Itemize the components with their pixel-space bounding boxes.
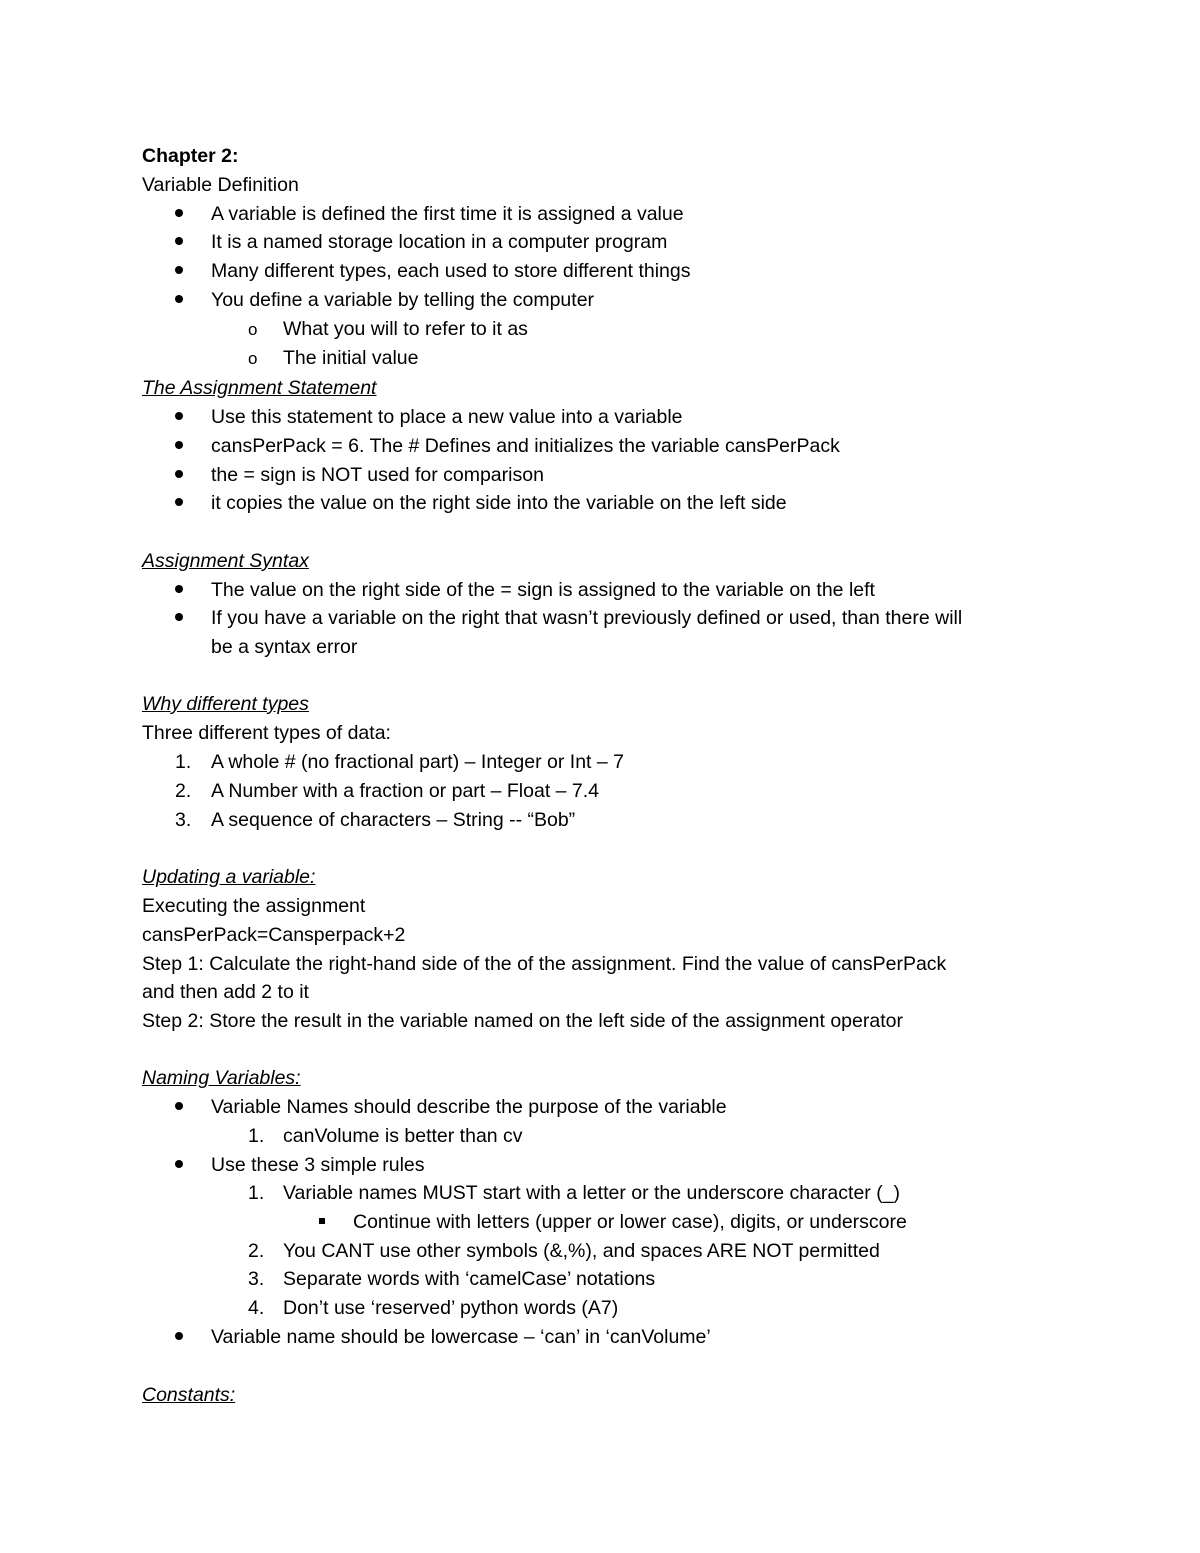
section-title-naming: Naming Variables: xyxy=(142,1067,301,1089)
list-number: 1. xyxy=(175,751,192,773)
section-title-variable-definition: Variable Definition xyxy=(142,174,299,196)
sub-list-item: Don’t use ‘reserved’ python words (A7) xyxy=(283,1297,619,1319)
paragraph-line: cansPerPack=Cansperpack+2 xyxy=(142,924,406,946)
list-item: Variable name should be lowercase – ‘can’ in ‘canVolume’ xyxy=(211,1326,711,1348)
list-number: 1. xyxy=(248,1182,265,1204)
list-item: The value on the right side of the = sign is assigned to the variable on the left xyxy=(211,579,875,601)
section-title-assignment-syntax: Assignment Syntax xyxy=(142,550,309,572)
sub-list-item: Separate words with ‘camelCase’ notations xyxy=(283,1268,656,1290)
bullet-dot-icon xyxy=(175,489,183,518)
list-item: the = sign is NOT used for comparison xyxy=(211,464,544,486)
paragraph-line: Step 2: Store the result in the variable named on the left side of the assignment operator xyxy=(142,1010,903,1032)
bullet-dot-icon xyxy=(175,228,183,257)
list-number: 2. xyxy=(175,780,192,802)
section-title-why-types: Why different types xyxy=(142,693,309,715)
list-item: A variable is defined the first time it is assigned a value xyxy=(211,203,684,225)
list-number: 1. xyxy=(248,1125,265,1147)
sub-bullet-marker: o xyxy=(248,349,258,368)
sub-list-item: You CANT use other symbols (&,%), and spaces ARE NOT permitted xyxy=(283,1240,880,1262)
paragraph-line: and then add 2 to it xyxy=(142,981,309,1003)
list-number: 3. xyxy=(175,809,192,831)
bullet-dot-icon xyxy=(175,1093,183,1122)
list-number: 4. xyxy=(248,1297,265,1319)
section-title-assignment-statement: The Assignment Statement xyxy=(142,377,377,399)
sub-sub-list-item: Continue with letters (upper or lower case), digits, or underscore xyxy=(353,1211,907,1233)
bullet-dot-icon xyxy=(175,432,183,461)
paragraph-line: Executing the assignment xyxy=(142,895,366,917)
sub-list-item: The initial value xyxy=(283,347,419,369)
bullet-dot-icon xyxy=(175,286,183,315)
list-item: You define a variable by telling the computer xyxy=(211,289,595,311)
bullet-dot-icon xyxy=(175,461,183,490)
square-bullet-icon xyxy=(319,1208,325,1237)
list-item: It is a named storage location in a computer program xyxy=(211,231,668,253)
section-title-updating: Updating a variable: xyxy=(142,866,316,888)
bullet-dot-icon xyxy=(175,257,183,286)
bullet-dot-icon xyxy=(175,1323,183,1352)
list-item: Use this statement to place a new value into a variable xyxy=(211,406,683,428)
sub-list-item: canVolume is better than cv xyxy=(283,1125,523,1147)
list-item: Variable Names should describe the purpose of the variable xyxy=(211,1096,727,1118)
bullet-dot-icon xyxy=(175,200,183,229)
list-item-continuation: be a syntax error xyxy=(211,636,358,658)
sub-list-item: What you will to refer to it as xyxy=(283,318,528,340)
list-item: A Number with a fraction or part – Float – 7.4 xyxy=(211,780,600,802)
bullet-dot-icon xyxy=(175,403,183,432)
list-item: If you have a variable on the right that wasn’t previously defined or used, than there will xyxy=(211,607,963,629)
paragraph-line: Step 1: Calculate the right-hand side of the of the assignment. Find the value of cansPerPack xyxy=(142,953,947,975)
bullet-dot-icon xyxy=(175,604,183,633)
list-item: it copies the value on the right side into the variable on the left side xyxy=(211,492,787,514)
sub-list-item: Variable names MUST start with a letter or the underscore character (_) xyxy=(283,1182,901,1204)
section-title-constants: Constants: xyxy=(142,1384,236,1406)
chapter-heading: Chapter 2: xyxy=(142,145,239,167)
list-number: 2. xyxy=(248,1240,265,1262)
types-intro: Three different types of data: xyxy=(142,722,391,744)
list-item: A whole # (no fractional part) – Integer or Int – 7 xyxy=(211,751,624,773)
bullet-dot-icon xyxy=(175,576,183,605)
sub-bullet-marker: o xyxy=(248,320,258,339)
bullet-dot-icon xyxy=(175,1151,183,1180)
list-item: cansPerPack = 6. The # Defines and initializes the variable cansPerPack xyxy=(211,435,840,457)
list-item: A sequence of characters – String -- “Bob” xyxy=(211,809,576,831)
list-item: Use these 3 simple rules xyxy=(211,1154,425,1176)
list-number: 3. xyxy=(248,1268,265,1290)
list-item: Many different types, each used to store different things xyxy=(211,260,691,282)
